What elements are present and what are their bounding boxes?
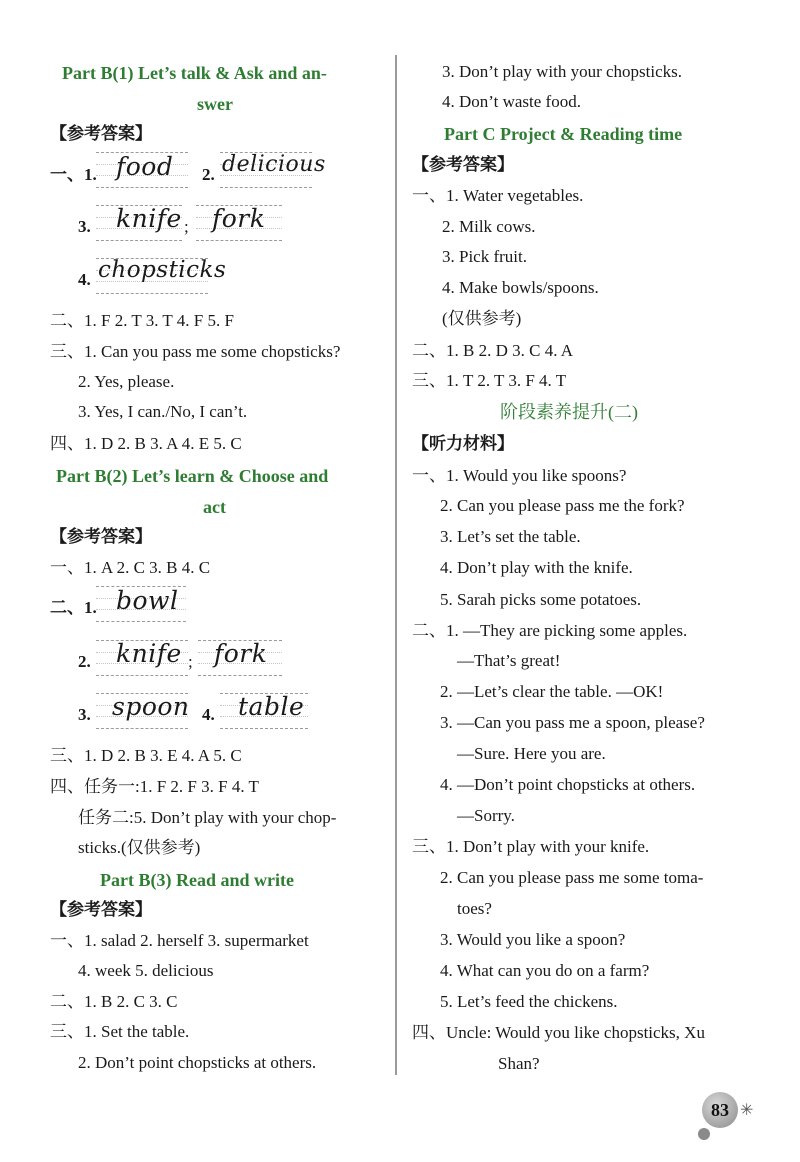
separator: ; bbox=[184, 217, 189, 236]
handwritten-answer: delicious bbox=[222, 152, 326, 177]
page-number: 83 bbox=[702, 1092, 738, 1128]
answer-heading: 【参考答案】 bbox=[50, 527, 152, 546]
stage-title: 阶段素养提升(二) bbox=[500, 402, 638, 422]
handwritten-answer: knife bbox=[116, 639, 182, 668]
answer-line: 2. Milk cows. bbox=[442, 217, 536, 236]
question-number: 2. bbox=[78, 652, 91, 671]
answer-line: 3. Yes, I can./No, I can’t. bbox=[78, 402, 248, 421]
answer-line: 三、1. Set the table. bbox=[50, 1022, 190, 1041]
handwritten-answer: table bbox=[238, 692, 305, 721]
answer-line: 三、1. Can you pass me some chopsticks? bbox=[50, 342, 341, 361]
answer-line: 3. Let’s set the table. bbox=[440, 527, 581, 546]
answer-line: 二、1. B 2. C 3. C bbox=[50, 992, 178, 1011]
section-title-b3: Part B(3) Read and write bbox=[100, 870, 294, 890]
star-icon: ✳ bbox=[740, 1102, 754, 1119]
handwritten-answer: fork bbox=[212, 204, 266, 233]
answer-line: 3. —Can you pass me a spoon, please? bbox=[440, 713, 705, 732]
answer-line: 2. Yes, please. bbox=[78, 372, 175, 391]
answer-line: 一、1. Would you like spoons? bbox=[412, 466, 627, 485]
answer-line: 一、1. A 2. C 3. B 4. C bbox=[50, 558, 211, 577]
question-number: 3. bbox=[78, 705, 91, 724]
handwritten-answer: bowl bbox=[116, 586, 179, 615]
answer-line: 一、1. salad 2. herself 3. supermarket bbox=[50, 931, 309, 950]
answer-line: toes? bbox=[457, 899, 492, 918]
question-number: 一、1. bbox=[50, 165, 97, 184]
question-number: 4. bbox=[78, 270, 91, 289]
question-number: 2. bbox=[202, 165, 215, 184]
answer-line: 二、1. B 2. D 3. C 4. A bbox=[412, 341, 574, 360]
handwritten-answer: food bbox=[116, 152, 174, 181]
answer-line: 2. —Let’s clear the table. —OK! bbox=[440, 682, 664, 701]
answer-line: 3. Would you like a spoon? bbox=[440, 930, 626, 949]
answer-line: 三、1. Don’t play with your knife. bbox=[412, 837, 650, 856]
answer-line: 5. Sarah picks some potatoes. bbox=[440, 590, 642, 609]
answer-line: 四、任务一:1. F 2. F 3. F 4. T bbox=[50, 777, 259, 796]
answer-line: sticks.(仅供参考) bbox=[78, 838, 201, 857]
answer-line: Shan? bbox=[498, 1054, 540, 1073]
answer-line: 2. Can you please pass me some toma- bbox=[440, 868, 704, 887]
section-title-b2-cont: act bbox=[203, 497, 226, 517]
answer-line: 4. Don’t play with the knife. bbox=[440, 558, 633, 577]
answer-line: 4. —Don’t point chopsticks at others. bbox=[440, 775, 696, 794]
answer-line: 5. Let’s feed the chickens. bbox=[440, 992, 618, 1011]
answer-line: —Sure. Here you are. bbox=[457, 744, 606, 763]
handwritten-answer: knife bbox=[116, 204, 182, 233]
answer-line: 3. Pick fruit. bbox=[442, 247, 527, 266]
listening-heading: 【听力材料】 bbox=[412, 434, 514, 453]
answer-heading: 【参考答案】 bbox=[50, 124, 152, 143]
answer-line: 三、1. T 2. T 3. F 4. T bbox=[412, 371, 567, 390]
answer-line: 4. What can you do on a farm? bbox=[440, 961, 650, 980]
answer-line: 二、1. —They are picking some apples. bbox=[412, 621, 688, 640]
answer-line: 三、1. D 2. B 3. E 4. A 5. C bbox=[50, 746, 242, 765]
answer-line: 2. Don’t point chopsticks at others. bbox=[78, 1053, 317, 1072]
answer-line: (仅供参考) bbox=[442, 309, 522, 328]
answer-line: 二、1. F 2. T 3. T 4. F 5. F bbox=[50, 311, 234, 330]
section-title-c: Part C Project & Reading time bbox=[444, 124, 683, 144]
handwritten-answer: spoon bbox=[112, 692, 190, 721]
answer-line: 任务二:5. Don’t play with your chop- bbox=[78, 808, 337, 827]
answer-line: 3. Don’t play with your chopsticks. bbox=[442, 62, 683, 81]
answer-line: 四、Uncle: Would you like chopsticks, Xu bbox=[412, 1023, 705, 1042]
question-number: 4. bbox=[202, 705, 215, 724]
answer-heading: 【参考答案】 bbox=[412, 155, 514, 174]
answer-line: 2. Can you please pass me the fork? bbox=[440, 496, 685, 515]
question-number: 二、1. bbox=[50, 598, 97, 617]
answer-line: 四、1. D 2. B 3. A 4. E 5. C bbox=[50, 434, 242, 453]
answer-heading: 【参考答案】 bbox=[50, 900, 152, 919]
answer-line: 4. Make bowls/spoons. bbox=[442, 278, 599, 297]
section-title-b1: Part B(1) Let’s talk & Ask and an- bbox=[62, 63, 327, 83]
handwritten-answer: fork bbox=[214, 639, 268, 668]
section-title-b2: Part B(2) Let’s learn & Choose and bbox=[56, 466, 329, 486]
handwritten-answer: chopsticks bbox=[98, 257, 227, 283]
answer-line: —That’s great! bbox=[457, 651, 561, 670]
answer-line: 4. Don’t waste food. bbox=[442, 92, 581, 111]
section-title-b1-cont: swer bbox=[197, 94, 233, 114]
question-number: 3. bbox=[78, 217, 91, 236]
separator: ; bbox=[188, 652, 193, 671]
decorative-dot bbox=[698, 1128, 710, 1140]
column-divider bbox=[395, 55, 397, 1075]
answer-line: 一、1. Water vegetables. bbox=[412, 186, 584, 205]
answer-line: 4. week 5. delicious bbox=[78, 961, 214, 980]
answer-line: —Sorry. bbox=[457, 806, 515, 825]
